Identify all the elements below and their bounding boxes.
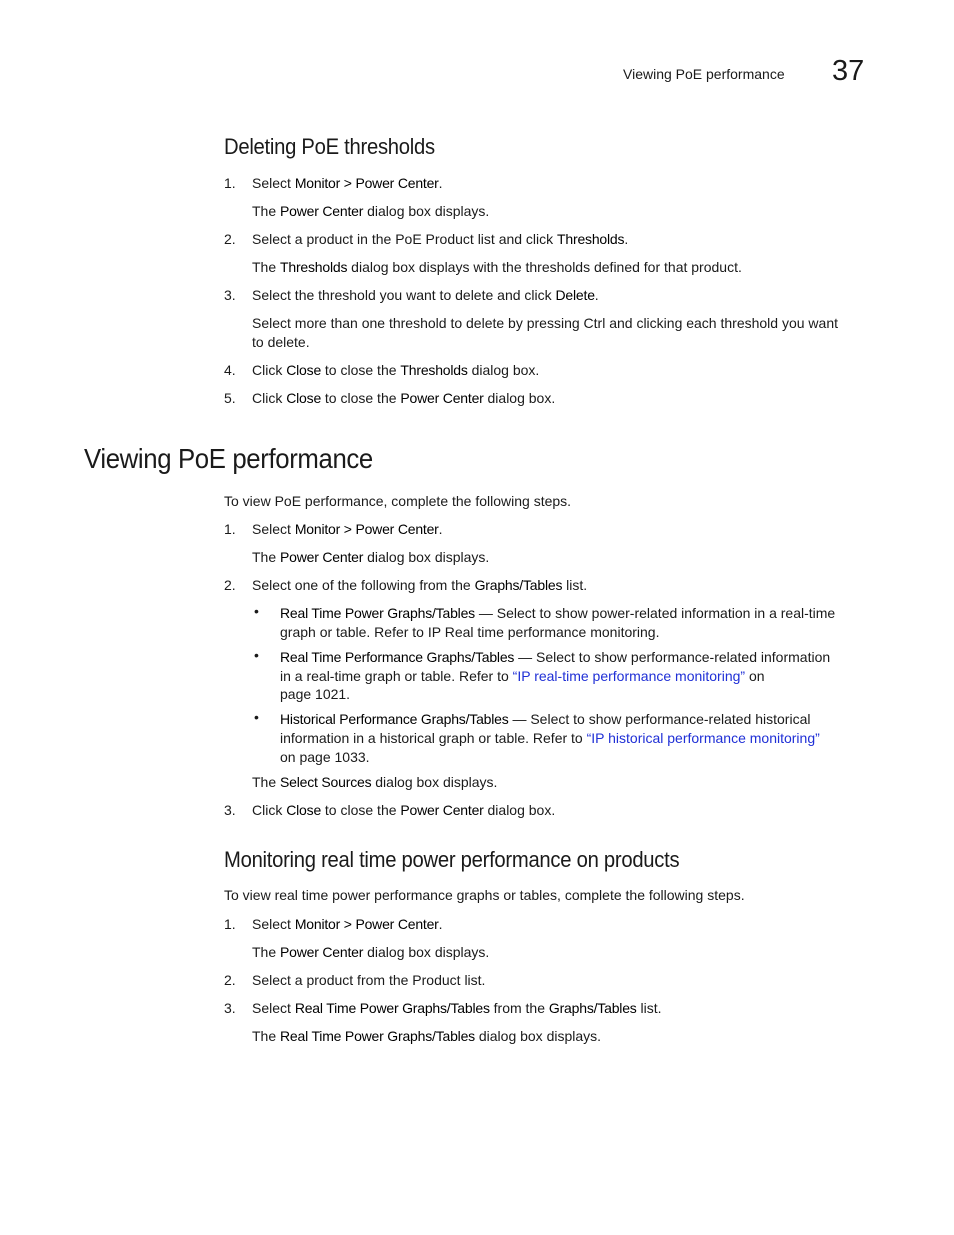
link-ip-historical-performance-monitoring[interactable]: “IP historical performance monitoring” bbox=[586, 730, 820, 746]
intro-text: To view PoE performance, complete the following steps. bbox=[224, 493, 572, 509]
step-note: Select more than one threshold to delete by pressing Ctrl and clicking each threshold you want bbox=[252, 315, 839, 331]
heading-viewing-poe-performance: Viewing PoE performance bbox=[84, 443, 373, 474]
bullet-icon: • bbox=[254, 647, 259, 663]
step-number: 2. bbox=[224, 577, 236, 593]
step-number: 3. bbox=[224, 1000, 236, 1016]
step-text: Select Monitor > Power Center. bbox=[252, 521, 443, 537]
step-number: 4. bbox=[224, 362, 236, 378]
bullet-text: on page 1033. bbox=[280, 749, 370, 765]
step-number: 2. bbox=[224, 231, 236, 247]
step-note: to delete. bbox=[252, 334, 310, 350]
step-number: 2. bbox=[224, 972, 236, 988]
step-text: Click Close to close the Thresholds dialog box. bbox=[252, 362, 540, 378]
link-ip-real-time-performance-monitoring[interactable]: “IP real-time performance monitoring” bbox=[512, 668, 746, 684]
heading-deleting-poe-thresholds: Deleting PoE thresholds bbox=[224, 134, 435, 159]
heading-monitoring-real-time-power: Monitoring real time power performance on products bbox=[224, 847, 680, 872]
step-note: The Thresholds dialog box displays with the thresholds defined for that product. bbox=[252, 259, 742, 275]
step-text: Select a product in the PoE Product list and click Thresholds. bbox=[252, 231, 629, 247]
bullet-text: page 1021. bbox=[280, 686, 351, 702]
step-text: Select one of the following from the Graphs/Tables list. bbox=[252, 577, 588, 593]
step-note: The Power Center dialog box displays. bbox=[252, 549, 490, 565]
step-number: 1. bbox=[224, 175, 236, 191]
step-number: 3. bbox=[224, 802, 236, 818]
running-header-title: Viewing PoE performance bbox=[623, 66, 785, 82]
intro-text: To view real time power performance graphs or tables, complete the following steps. bbox=[224, 887, 745, 903]
bullet-text: graph or table. Refer to IP Real time performance monitoring. bbox=[280, 624, 660, 640]
step-text: Select Monitor > Power Center. bbox=[252, 175, 443, 191]
step-number: 5. bbox=[224, 390, 236, 406]
step-note: The Real Time Power Graphs/Tables dialog box displays. bbox=[252, 1028, 602, 1044]
step-text: Select a product from the Product list. bbox=[252, 972, 486, 988]
step-text: Select the threshold you want to delete and click Delete. bbox=[252, 287, 599, 303]
bullet-icon: • bbox=[254, 603, 259, 619]
step-number: 1. bbox=[224, 916, 236, 932]
step-text: Click Close to close the Power Center dialog box. bbox=[252, 390, 556, 406]
step-note: The Select Sources dialog box displays. bbox=[252, 774, 498, 790]
step-number: 1. bbox=[224, 521, 236, 537]
step-number: 3. bbox=[224, 287, 236, 303]
bullet-text: information in a historical graph or table. Refer to “IP historical performance monitoring” bbox=[280, 730, 820, 746]
bullet-text: in a real-time graph or table. Refer to “IP real-time performance monitoring” on bbox=[280, 668, 765, 684]
step-text: Select Real Time Power Graphs/Tables from the Graphs/Tables list. bbox=[252, 1000, 662, 1016]
step-note: The Power Center dialog box displays. bbox=[252, 944, 490, 960]
bullet-text: Real Time Power Graphs/Tables — Select to show power-related information in a real-time bbox=[280, 605, 836, 621]
chapter-number: 37 bbox=[832, 55, 865, 87]
bullet-text: Real Time Performance Graphs/Tables — Select to show performance-related information bbox=[280, 649, 831, 665]
step-text: Click Close to close the Power Center dialog box. bbox=[252, 802, 556, 818]
step-note: The Power Center dialog box displays. bbox=[252, 203, 490, 219]
bullet-icon: • bbox=[254, 709, 259, 725]
step-text: Select Monitor > Power Center. bbox=[252, 916, 443, 932]
bullet-text: Historical Performance Graphs/Tables — Select to show performance-related historical bbox=[280, 711, 811, 727]
